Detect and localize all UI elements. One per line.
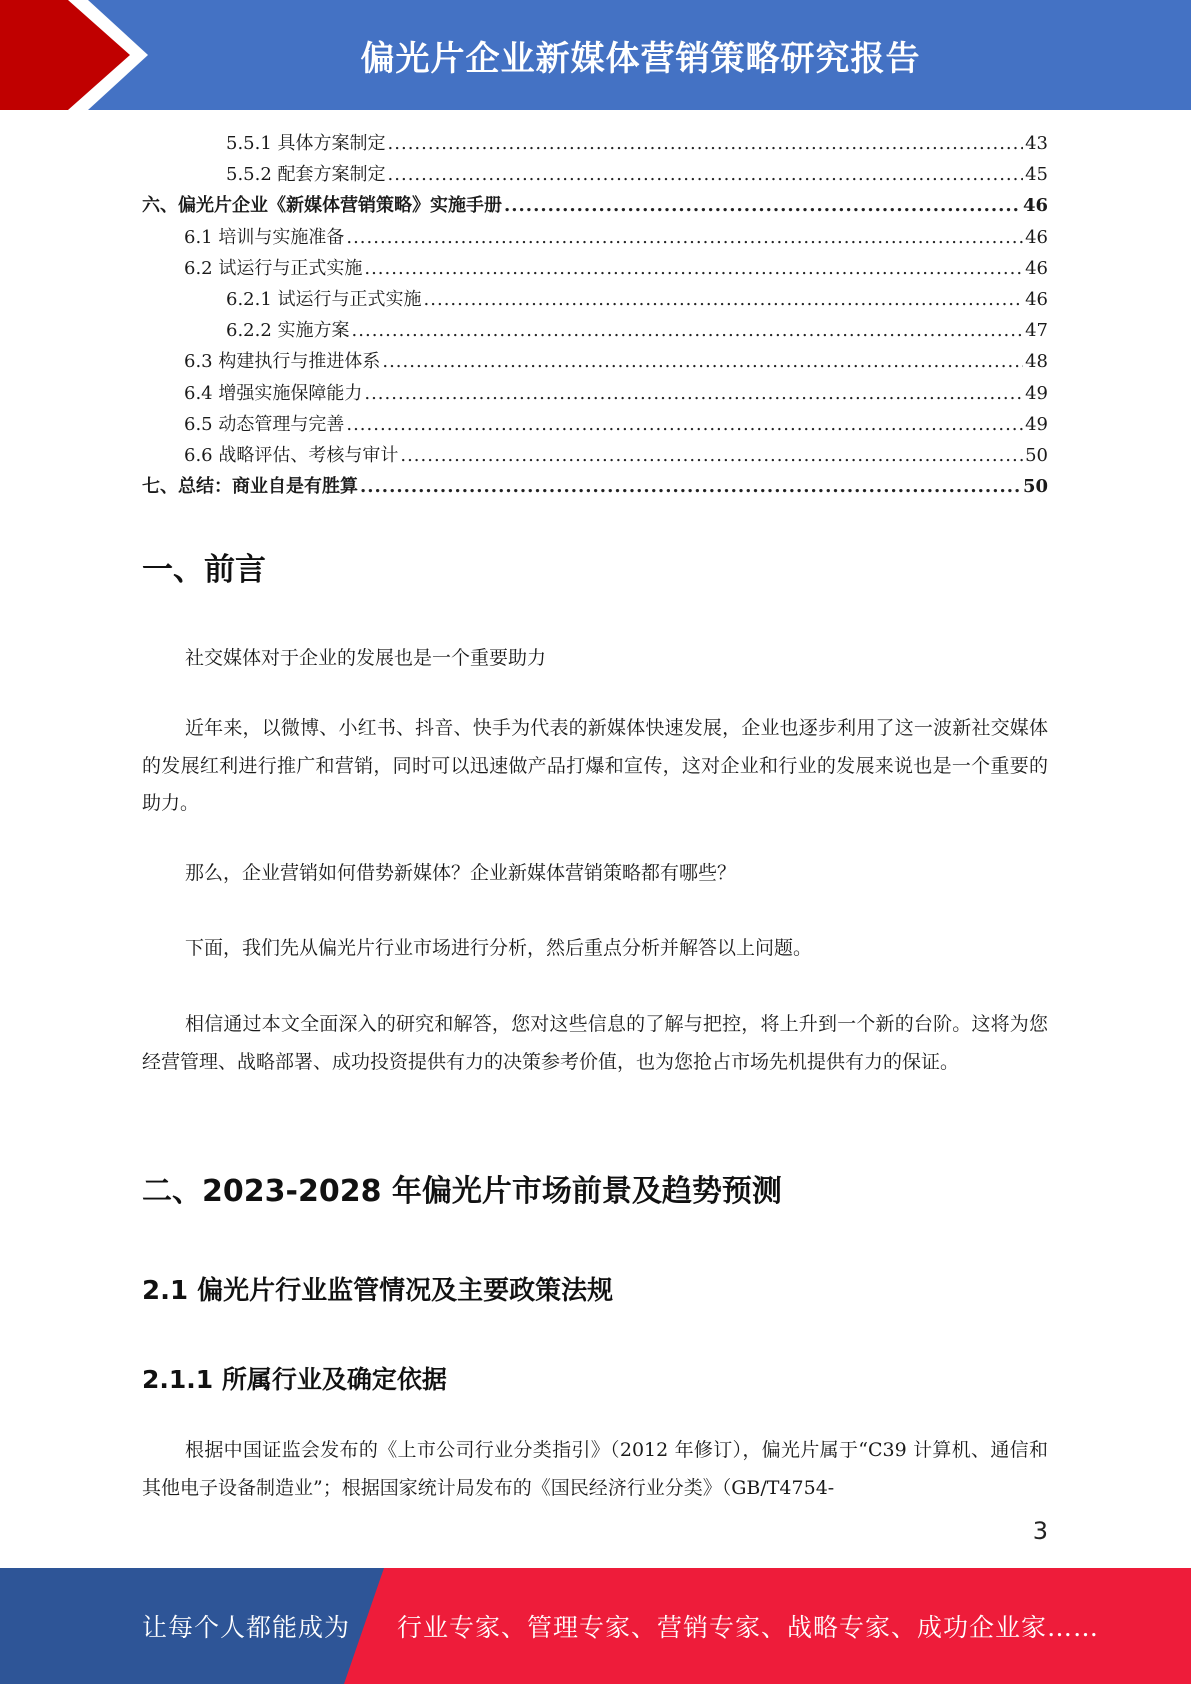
toc-entry-label: 七、总结：商业自是有胜算: [142, 476, 358, 498]
toc-entry-label: 5.5.2 配套方案制定: [226, 164, 386, 186]
toc-entry-label: 6.2.2 实施方案: [226, 320, 350, 342]
toc-entry-page: 48: [1025, 351, 1048, 373]
preface-paragraph-5: 相信通过本文全面深入的研究和解答，您对这些信息的了解与把控，将上升到一个新的台阶。这将为您经营管理、战略部署、成功投资提供有力的决策参考价值，也为您抢占市场先机提供有力的保证。: [142, 1013, 1048, 1073]
toc-entry-page: 46: [1025, 288, 1048, 310]
page-footer: [0, 1568, 1191, 1684]
toc-entry-page: 46: [1022, 195, 1048, 217]
toc-entry[interactable]: [142, 159, 1048, 190]
footer-slogan-right: 行业专家、管理专家、营销专家、战略专家、成功企业家……: [397, 1613, 1100, 1642]
toc-leader-dots: [382, 346, 1023, 377]
toc-entry-page: 46: [1025, 257, 1048, 279]
table-of-contents: [142, 128, 1048, 502]
footer-slogan-left: 让每个人都能成为: [142, 1613, 351, 1642]
toc-entry-label: 6.5 动态管理与完善: [184, 413, 345, 435]
section-2-1-1-heading: 2.1.1 所属行业及确定依据: [142, 1365, 447, 1394]
toc-entry-label: 六、偏光片企业《新媒体营销策略》实施手册: [142, 195, 502, 217]
preface-paragraph-1: 社交媒体对于企业的发展也是一个重要助力: [185, 647, 547, 669]
toc-leader-dots: [352, 315, 1024, 346]
preface-paragraph-4: 下面，我们先从偏光片行业市场进行分析，然后重点分析并解答以上问题。: [185, 937, 813, 959]
toc-entry[interactable]: [142, 315, 1048, 346]
section-2-heading: 二、2023-2028 年偏光片市场前景及趋势预测: [142, 1174, 782, 1209]
toc-entry-label: 6.6 战略评估、考核与审计: [184, 444, 399, 466]
toc-entry-label: 6.2.1 试运行与正式实施: [226, 288, 422, 310]
toc-entry-page: 45: [1025, 164, 1048, 186]
toc-entry[interactable]: [142, 440, 1048, 471]
toc-leader-dots: [400, 440, 1023, 471]
toc-entry[interactable]: [142, 346, 1048, 377]
toc-entry-label: 5.5.1 具体方案制定: [226, 133, 386, 154]
toc-entry[interactable]: [142, 471, 1048, 502]
toc-entry[interactable]: [142, 253, 1048, 284]
preface-paragraph-2: 近年来，以微博、小红书、抖音、快手为代表的新媒体快速发展，企业也逐步利用了这一波新社交媒体的发展红利进行推广和营销，同时可以迅速做产品打爆和宣传，这对企业和行业的发展来说也是一个重要的助力。: [142, 717, 1048, 814]
toc-entry-page: 46: [1025, 226, 1048, 248]
toc-leader-dots: [504, 190, 1021, 221]
toc-entry-page: 43: [1025, 133, 1048, 154]
page-header: [0, 0, 1191, 110]
section-2-1-1-paragraph: 根据中国证监会发布的《上市公司行业分类指引》（2012 年修订），偏光片属于“C39 计算机、通信和其他电子设备制造业”；根据国家统计局发布的《国民经济行业分类》（GB/T4754-: [142, 1439, 1048, 1499]
toc-entry-page: 49: [1025, 382, 1048, 404]
toc-entry-label: 6.2 试运行与正式实施: [184, 257, 363, 279]
toc-leader-dots: [424, 284, 1024, 315]
toc-entry[interactable]: [142, 284, 1048, 315]
toc-leader-dots: [388, 159, 1024, 190]
toc-leader-dots: [364, 253, 1023, 284]
section-2-1-heading: 2.1 偏光片行业监管情况及主要政策法规: [142, 1276, 614, 1306]
toc-leader-dots: [388, 128, 1024, 159]
toc-leader-dots: [346, 222, 1023, 253]
chevron-logo-icon: [0, 0, 160, 110]
report-title: 偏光片企业新媒体营销策略研究报告: [360, 38, 921, 79]
toc-entry-page: 50: [1022, 476, 1048, 498]
toc-leader-dots: [364, 378, 1023, 409]
toc-entry-page: 50: [1025, 444, 1048, 466]
toc-entry[interactable]: [142, 409, 1048, 440]
toc-entry[interactable]: [142, 190, 1048, 221]
toc-entry[interactable]: [142, 378, 1048, 409]
toc-entry-label: 6.4 增强实施保障能力: [184, 382, 363, 404]
toc-entry-label: 6.1 培训与实施准备: [184, 226, 345, 248]
toc-leader-dots: [360, 471, 1021, 502]
page-number: 3: [1032, 1517, 1048, 1545]
preface-paragraph-3: 那么，企业营销如何借势新媒体？企业新媒体营销策略都有哪些？: [185, 862, 737, 884]
preface-heading: 一、前言: [142, 552, 266, 588]
toc-entry[interactable]: [142, 222, 1048, 253]
toc-entry-label: 6.3 构建执行与推进体系: [184, 351, 381, 373]
toc-entry-page: 49: [1025, 413, 1048, 435]
toc-leader-dots: [346, 409, 1023, 440]
toc-entry-page: 47: [1025, 320, 1048, 342]
toc-entry[interactable]: [142, 128, 1048, 159]
